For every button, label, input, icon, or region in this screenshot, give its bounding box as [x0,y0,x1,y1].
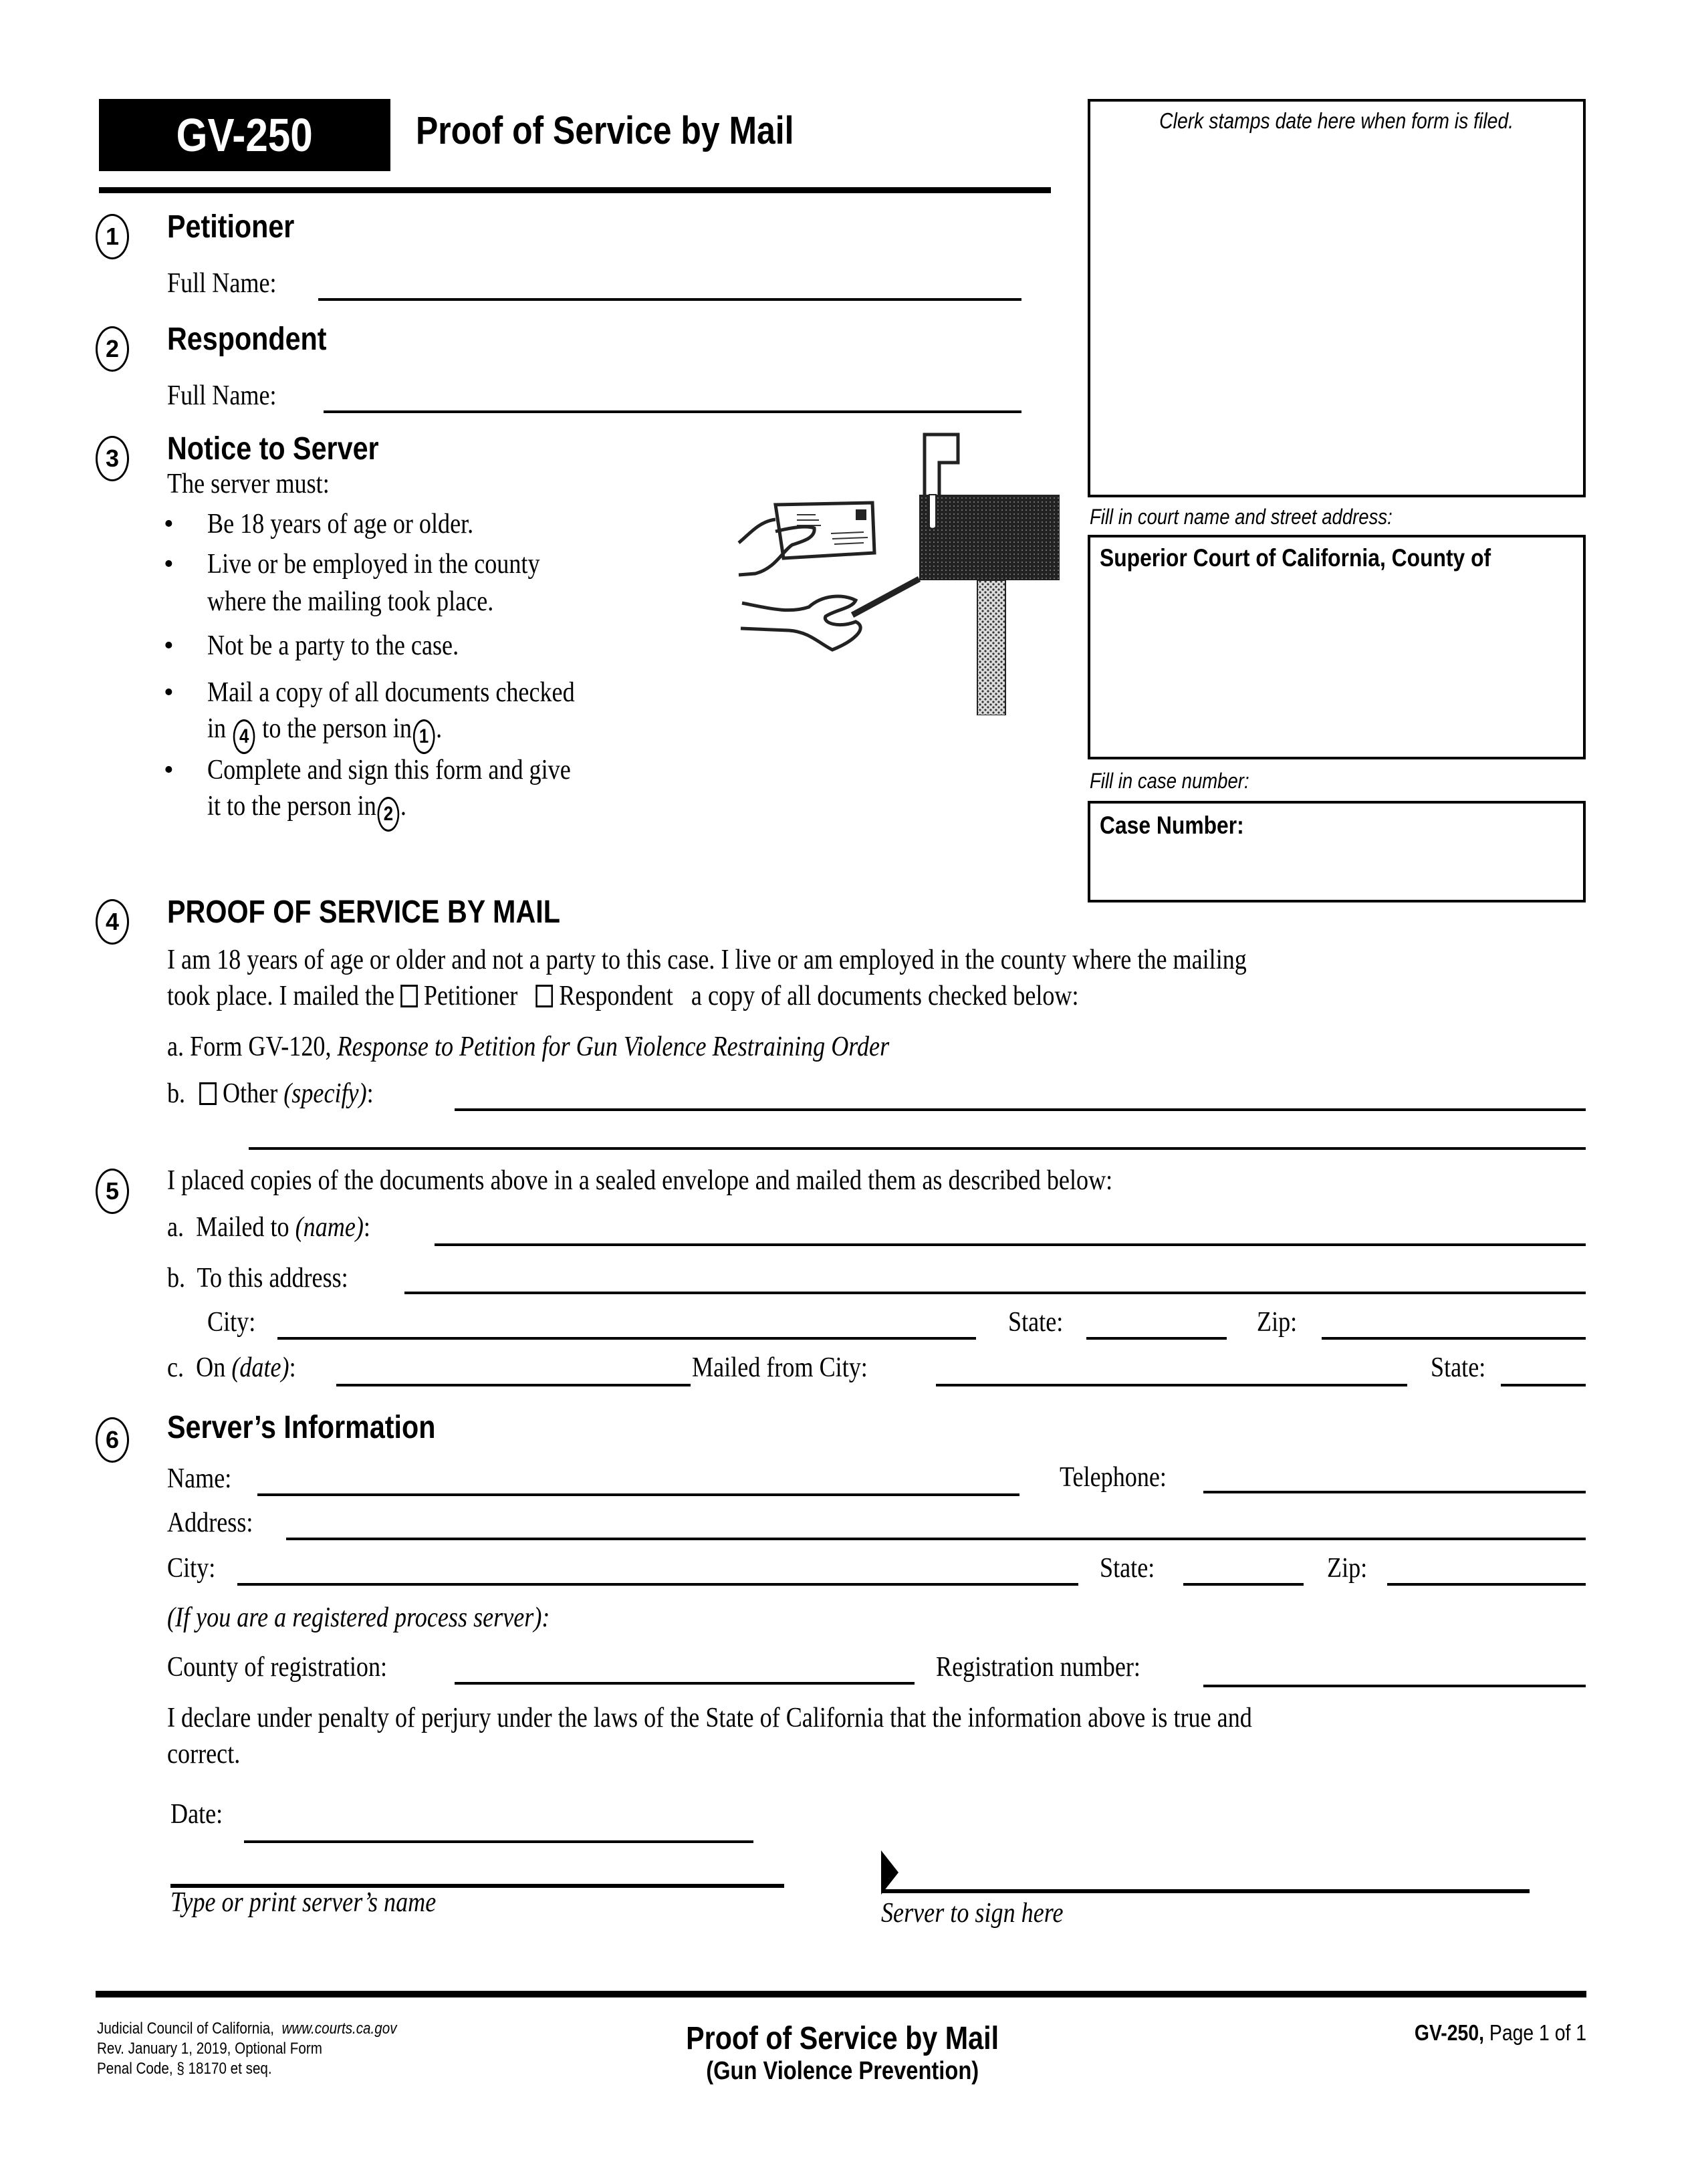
mailed-from-state-field[interactable] [1501,1384,1586,1386]
other-document-field[interactable] [455,1108,1586,1111]
mailing-date-field[interactable] [336,1384,691,1386]
notice-bullet-4: Mail a copy of all documents checked [207,677,575,708]
item-number-2: 2 [96,326,129,372]
registered-server-note: (If you are a registered process server): [167,1602,550,1633]
petitioner-full-name-field[interactable] [318,298,1021,301]
petitioner-full-name-label: Full Name: [167,268,277,299]
section-respondent-title: Respondent [167,322,327,357]
document-item-b: b. Other (specify): [167,1078,374,1109]
server-telephone-label: Telephone: [1060,1462,1167,1493]
section-notice-title: Notice to Server [167,431,379,467]
respondent-option-label: Respondent [559,981,673,1011]
footer-form-id: GV-250, [1414,2020,1484,2045]
ref-item-4: 4 [233,719,255,754]
bullet-dot: • [164,509,174,539]
petitioner-checkbox[interactable] [400,985,418,1007]
mailed-to-name-field[interactable] [435,1243,1586,1246]
signature-caption: Server to sign here [881,1898,1064,1929]
notice-bullet-2: Live or be employed in the county [207,549,540,580]
item-number-6: 6 [96,1417,129,1463]
county-registration-label: County of registration: [167,1652,388,1683]
section-petitioner-title: Petitioner [167,209,295,245]
notice-bullet-3: Not be a party to the case. [207,630,459,661]
mailing-intro: I placed copies of the documents above in a sealed envelope and mailed them as described below: [167,1165,1113,1196]
footer-title: Proof of Service by Mail [686,2021,999,2056]
notice-bullet-5: Complete and sign this form and give [207,755,571,785]
bullet-dot: • [164,677,174,708]
mailed-from-city-label: Mailed from City: [692,1352,868,1383]
footer-publisher-info: Judicial Council of California, www.courts.ca.gov Rev. January 1, 2019, Optional Form Penal Code, § 18170 et seq. [97,2020,397,2078]
item-number-1: 1 [96,214,129,259]
respondent-full-name-label: Full Name: [167,380,277,411]
case-number-instruction: Fill in case number: [1090,769,1249,793]
page-number: Page 1 of 1 [1489,2020,1586,2045]
registration-number-field[interactable] [1203,1685,1586,1687]
footer-divider [96,1991,1586,1997]
court-name-label: Superior Court of California, County of [1100,544,1491,572]
section-server-info-title: Server’s Information [167,1410,436,1445]
footer-title-block [588,2020,1096,2086]
server-zip-label: Zip: [1327,1553,1368,1584]
respondent-checkbox[interactable] [535,985,553,1007]
server-name-field[interactable] [257,1493,1019,1496]
respondent-full-name-field[interactable] [324,410,1021,413]
bullet-dot: • [164,549,174,580]
server-city-label: City: [167,1553,216,1584]
server-city-field[interactable] [237,1583,1078,1586]
other-document-field-line2[interactable] [249,1147,1586,1150]
server-address-label: Address: [167,1507,253,1538]
form-id: GV-250 [176,109,314,161]
mailing-date-label: c. On (date): [167,1352,296,1383]
mailbox-illustration-icon [735,428,1083,715]
bullet-dot: • [164,630,174,661]
county-registration-field[interactable] [455,1682,915,1685]
mailed-to-label: a. Mailed to (name): [167,1212,370,1243]
document-item-a: a. Form GV-120, Response to Petition for Gun Violence Restraining Order [167,1032,890,1062]
registration-number-label: Registration number: [936,1652,1140,1683]
item-number-4: 4 [96,899,129,945]
signature-date-label: Date: [170,1799,223,1830]
footer-page-info [1386,2020,1586,2046]
sign-here-arrow-icon [881,1850,898,1895]
notice-intro: The server must: [167,469,330,499]
petitioner-option-label: Petitioner [423,981,518,1011]
clerk-stamp-label: Clerk stamps date here when form is filed. [1159,108,1514,133]
notice-bullet-4-cont: in 4 to the person in 1 . [207,713,480,754]
ref-item-2: 2 [378,797,400,832]
page-title-text: Proof of Service by Mail [416,109,794,152]
header-divider [99,187,1051,193]
mailing-state-label: State: [1008,1307,1064,1338]
print-name-caption: Type or print server’s name [170,1887,437,1918]
notice-bullet-2-cont: where the mailing took place. [207,586,494,617]
ref-item-1: 1 [413,719,435,754]
to-address-label: b. To this address: [167,1263,348,1294]
item-number-5: 5 [96,1169,129,1214]
server-state-label: State: [1100,1553,1155,1584]
declaration-line2: correct. [167,1739,241,1770]
page-title [416,108,856,153]
signature-date-field[interactable] [244,1840,753,1843]
mailing-zip-field[interactable] [1322,1337,1586,1340]
proof-statement-line2: took place. I mailed the Petitioner Respondent a copy of all documents checked below: [167,981,1079,1011]
notice-bullet-1: Be 18 years of age or older. [207,509,474,539]
notice-bullet-5-cont: it to the person in 2 . [207,790,439,832]
case-number-field[interactable] [1088,801,1586,902]
court-name-field[interactable] [1088,535,1586,759]
server-zip-field[interactable] [1387,1583,1586,1586]
server-telephone-field[interactable] [1203,1491,1586,1493]
mailing-city-field[interactable] [277,1337,976,1340]
courts-website-link[interactable]: www.courts.ca.gov [281,2020,397,2038]
mailing-address-field[interactable] [404,1292,1586,1294]
mailed-from-state-label: State: [1431,1352,1486,1383]
section-proof-title: PROOF OF SERVICE BY MAIL [167,894,560,930]
signature-field[interactable] [881,1889,1530,1893]
server-name-label: Name: [167,1463,232,1494]
form-id-badge [99,99,390,171]
server-address-field[interactable] [286,1538,1586,1540]
proof-statement-line1: I am 18 years of age or older and not a party to this case. I live or am employed in the county where the mailing [167,945,1247,975]
clerk-stamp-box [1088,99,1586,497]
footer-subtitle: (Gun Violence Prevention) [706,2057,979,2085]
court-instruction: Fill in court name and street address: [1090,505,1393,529]
server-state-field[interactable] [1183,1583,1304,1586]
bullet-dot: • [164,755,174,785]
declaration-line1: I declare under penalty of perjury under the laws of the State of California that the information above is true and [167,1703,1252,1733]
case-number-label: Case Number: [1100,812,1244,839]
mailing-zip-label: Zip: [1257,1307,1298,1338]
other-document-checkbox[interactable] [199,1082,217,1105]
item-number-3: 3 [96,436,129,481]
mailing-city-label: City: [207,1307,256,1338]
mailing-state-field[interactable] [1086,1337,1227,1340]
mailed-from-city-field[interactable] [936,1384,1407,1386]
